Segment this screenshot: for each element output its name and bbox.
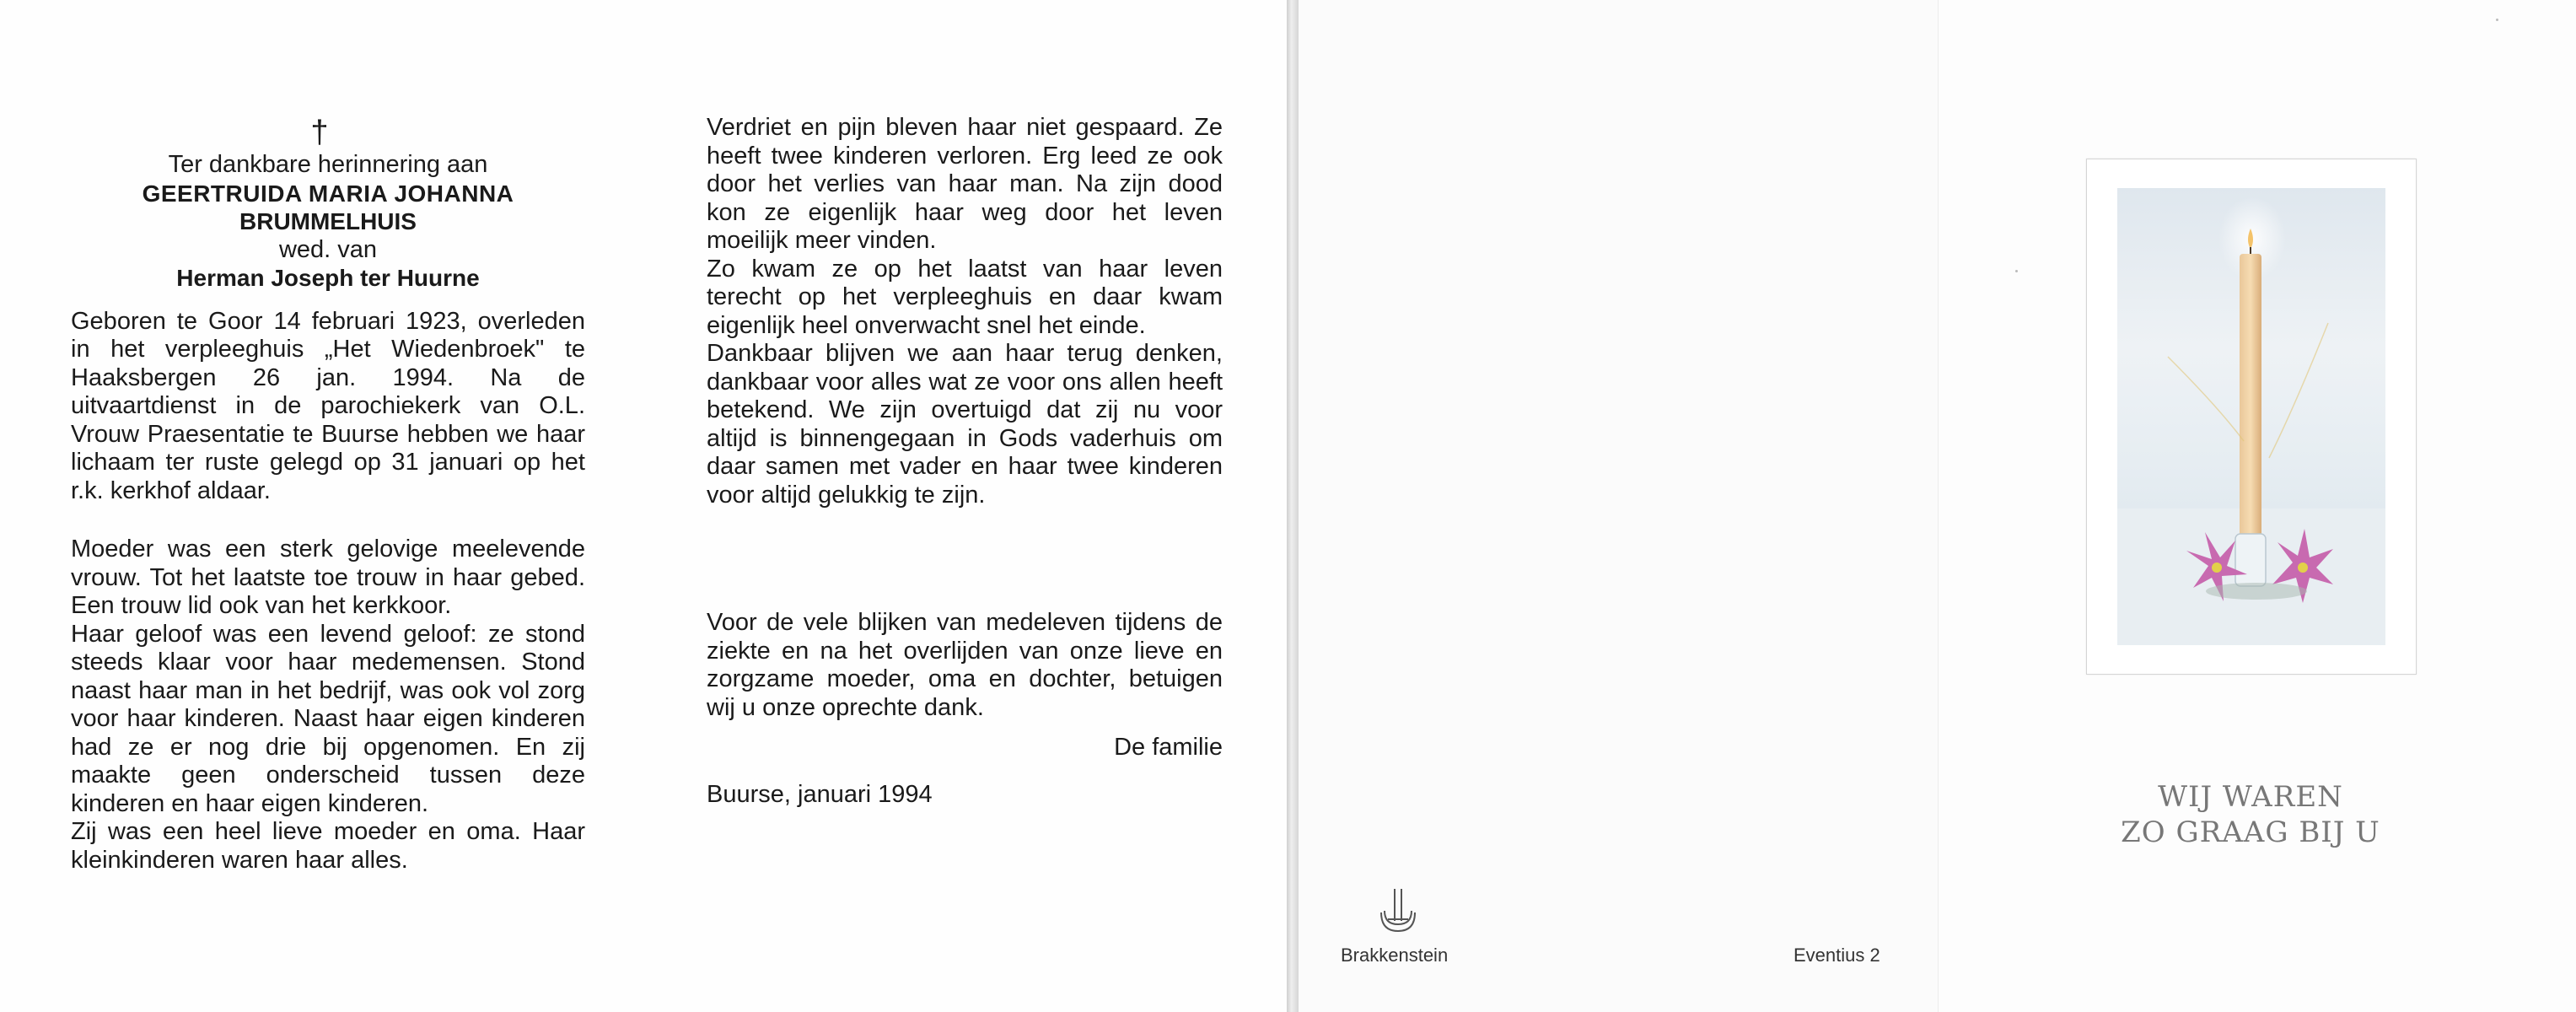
- publisher-name: Brakkenstein: [1341, 945, 1449, 966]
- biography-paragraph: Geboren te Goor 14 februari 1923, overleden in het verpleeghuis „Het Wiedenbroek" te Haaksbergen 26 jan. 1994. Na de uitvaartdienst in de parochiekerk van O.L. Vrouw Praesentatie te Buurse hebben we haar lichaam ter ruste gelegd op 31 januari op het r.k. kerkhof aldaar.: [71, 307, 585, 504]
- widow-of-label: wed. van: [278, 235, 378, 263]
- deceased-name-line1: GEERTRUIDA MARIA JOHANNA: [142, 180, 514, 207]
- back-cover: [1299, 0, 1938, 1012]
- candle-illustration: [2117, 188, 2385, 645]
- memorial-paragraph-4: Verdriet en pijn bleven haar niet gespaard. Ze heeft twee kinderen verloren. Erg leed ze ook door het verlies van haar man. Na zijn dood kon ze eigenlijk haar weg door het leven moeilijk meer vinden.: [707, 114, 1223, 254]
- motto-line1: WIJ WAREN: [2158, 780, 2343, 814]
- motto-line2: ZO GRAAG BIJ U: [2121, 816, 2380, 849]
- intro-line: Ter dankbare herinnering aan: [168, 151, 488, 178]
- memorial-paragraph-6: Dankbaar blijven we aan haar terug denken, dankbaar voor alles wat ze voor ons allen heeft betekend. We zijn overtuigd dat zij nu voor altijd is binnengegaan in Gods vaderhuis om daar samen met vader en haar twee kinderen voor altijd gelukkig te zijn.: [707, 340, 1223, 509]
- candle-with-flowers-picture: [2117, 188, 2385, 645]
- memorial-paragraph-3: Zij was een heel lieve moeder en oma. Haar kleinkinderen waren haar alles.: [71, 818, 585, 874]
- text-column-right: [707, 114, 1223, 809]
- memorial-paragraph-5: Zo kwam ze op het laatst van haar leven terecht op het verpleeghuis en daar kwam eigenlijk heel onverwacht snel het einde.: [707, 255, 1223, 339]
- text-column-left: [71, 114, 585, 875]
- cross-icon: †: [310, 115, 329, 150]
- front-motto: [2083, 779, 2418, 850]
- picture-frame: [2086, 159, 2417, 675]
- memorial-paragraph-2: Haar geloof was een levend geloof: ze stond steeds klaar voor haar medemensen. Stond naast haar man in het bedrijf, was ook vol zorg voor haar kinderen. Naast haar eigen kinderen had ze er nog drie bij opgenomen. En zij maakte geen onderscheid tussen deze kinderen en haar eigen kinderen.: [71, 620, 585, 817]
- paper-speck: [2015, 270, 2018, 272]
- brakkenstein-logo-icon: [1376, 887, 1420, 936]
- memorial-paragraph-1: Moeder was een sterk gelovige meelevende vrouw. Tot het laatste toe trouw in haar gebed. Een trouw lid ook van het kerkkoor.: [71, 536, 585, 619]
- husband-name: Herman Joseph ter Huurne: [176, 265, 480, 291]
- series-name: Eventius 2: [1794, 945, 1880, 966]
- thank-you-paragraph: Voor de vele blijken van medeleven tijdens de ziekte en na het overlijden van onze lieve en zorgzame moeder, oma en dochter, betuigen wij u onze oprechte dank.: [707, 609, 1223, 721]
- signature: De familie: [1114, 734, 1223, 761]
- place-date: Buurse, januari 1994: [707, 780, 933, 808]
- card-fold: [1287, 0, 1299, 1012]
- paper-speck: [2496, 19, 2498, 21]
- deceased-name-line2: BRUMMELHUIS: [239, 208, 417, 234]
